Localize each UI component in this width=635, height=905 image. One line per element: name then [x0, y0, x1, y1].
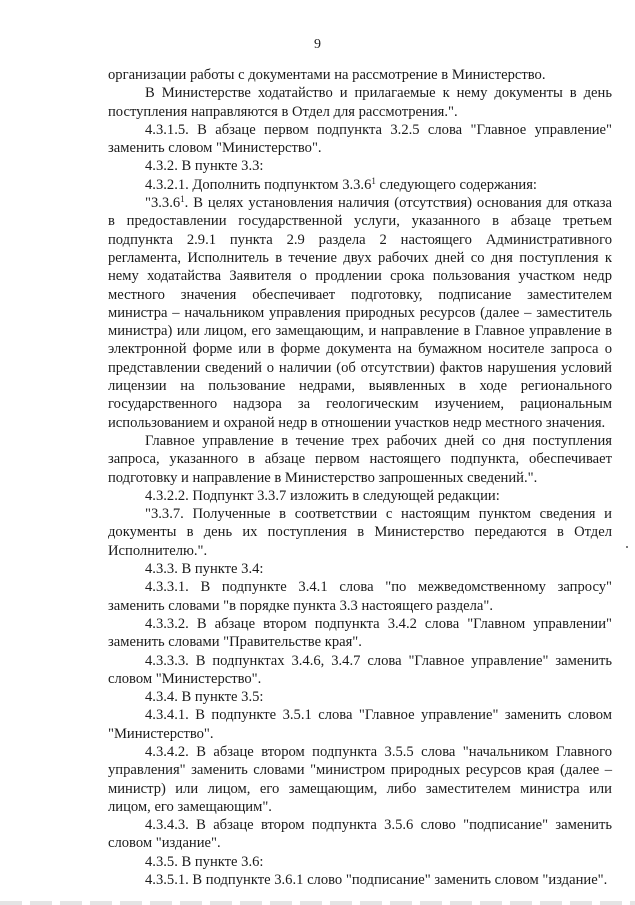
paragraph [108, 194, 612, 432]
paragraph: 4.3.2.2. Подпункт 3.3.7 изложить в следующей редакции: [145, 487, 500, 504]
paragraph: 4.3.4.1. В подпункте 3.5.1 слова "Главное управление" заменить словом "Министерство". [108, 707, 612, 742]
paragraph: Главное управление в течение трех рабочих дней со дня поступления запроса, указанного в абзаце первом настоящего подпункта, обеспечивает подготовку и направление в Министерство запрошенных сведений.". [108, 432, 612, 486]
paragraph: 4.3.1.5. В абзаце первом подпункта 3.2.5 слова "Главное управление" заменить словом "Министерство". [108, 121, 612, 157]
paragraph: 4.3.5. В пункте 3.6: [145, 853, 264, 870]
paragraph: организации работы с документами на рассмотрение в Министерство. [108, 67, 546, 83]
paragraph: 4.3.3.3. В подпунктах 3.4.6, 3.4.7 слова "Главное управление" заменить словом "Министерство". [108, 652, 612, 687]
paragraph: 4.3.3. В пункте 3.4: [145, 561, 264, 578]
paragraph: 4.3.4.3. В абзаце втором подпункта 3.5.6 слово "подписание" заменить словом "издание". [108, 817, 612, 852]
page-number: 9 [314, 37, 321, 52]
superscript: 1 [180, 194, 185, 205]
document-body [108, 66, 612, 889]
paragraph [108, 176, 612, 194]
paragraph: 4.3.3.2. В абзаце втором подпункта 3.4.2 слова "Главном управлении" заменить словами "Правительстве края". [108, 615, 612, 651]
superscript: 1 [371, 175, 376, 186]
paragraph: 4.3.4.2. В абзаце втором подпункта 3.5.5 слова "начальником Главного управления" заменить словами "министром природных ресурсов края (далее – министр) или лицом, его замещающим, либо заместителем министра или лицом, его замещающим". [108, 743, 612, 815]
paragraph: "3.3.7. Полученные в соответствии с настоящим пунктом сведения и документы в день их поступления в Министерство передаются в Отдел Исполнителю.". [108, 506, 612, 559]
paragraph-text: 4.3.2.1. Дополнить подпунктом 3.3.6 [145, 176, 372, 193]
paragraph: 4.3.4. В пункте 3.5: [145, 689, 264, 706]
paragraph: 4.3.3.1. В подпункте 3.4.1 слова "по межведомственному запросу" заменить словами "в порядке пункта 3.3 настоящего раздела". [108, 579, 612, 614]
paragraph-text: следующего содержания: [375, 176, 537, 193]
scan-artifact [626, 546, 628, 548]
scan-edge [0, 901, 635, 905]
paragraph-text: "3.3.6 [145, 195, 181, 212]
paragraph: 4.3.2. В пункте 3.3: [145, 158, 264, 175]
paragraph-text: . В целях установления наличия (отсутствия) основания для отказа в предоставлении государственной услуги, указанного в абзаце третьем подпункта 2.9.1 пункта 2.9 раздела 2 настоящего Административного регламента, Исполнитель в течение двух рабочих дней со дня поступления к нему ходатайства Заявителя о продлении срока пользования участком недр местного значения обеспечивает подготовку, подписание заместителем министра – начальником управления природных ресурсов (далее – заместитель министра) или лицом, его замещающим, и направление в Главное управление в электронной форме или в форме документа на бумажном носителе запроса о представлении сведений о наличии (об отсутствии) фактов нарушения условий лицензии на пользование недрами, выявленных в ходе регионального государственного надзора за геологическим изучением, рациональным использованием и охраной недр в отношении участков недр местного значения. [108, 195, 612, 431]
paragraph: 4.3.5.1. В подпункте 3.6.1 слово "подписание" заменить словом "издание". [145, 872, 608, 889]
paragraph: В Министерстве ходатайство и прилагаемые к нему документы в день поступления направляются в Отдел для рассмотрения.". [108, 85, 612, 120]
